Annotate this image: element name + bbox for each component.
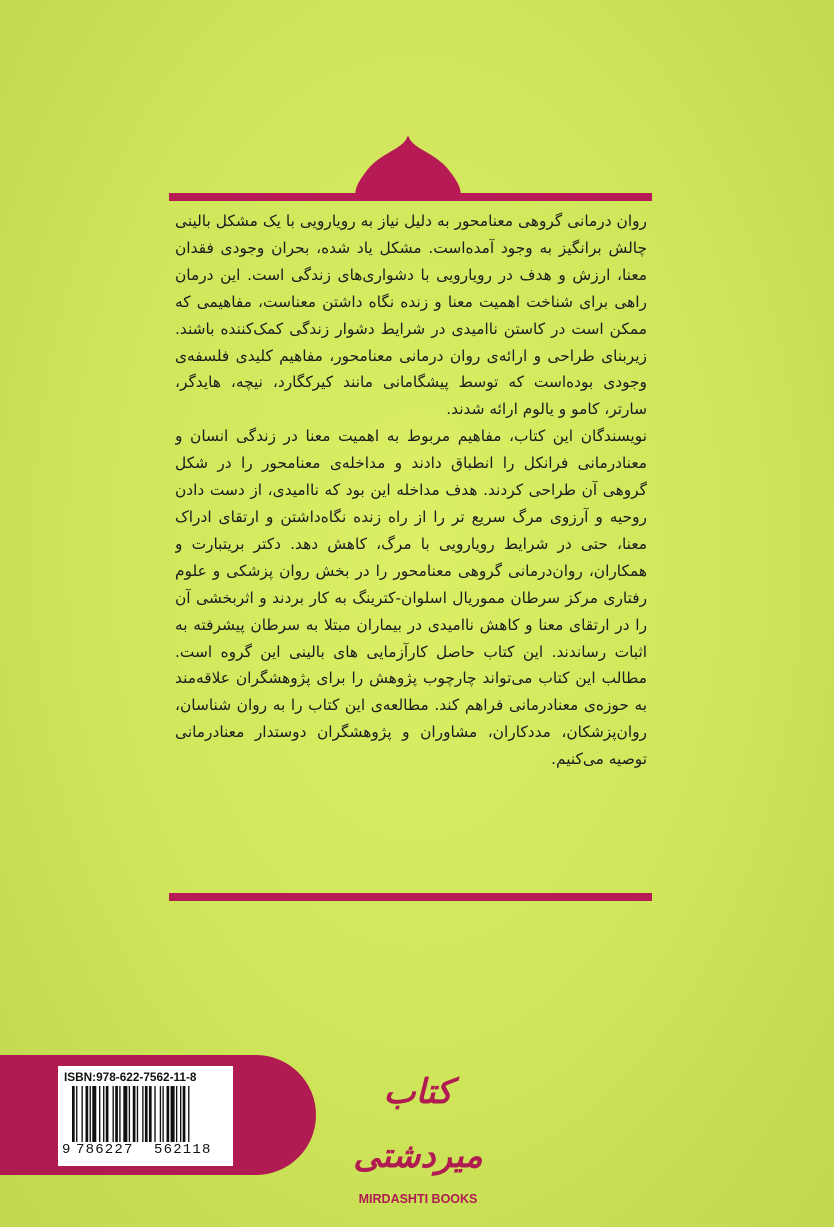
isbn-label: ISBN:978-622-7562-11-8 bbox=[64, 1070, 197, 1084]
barcode-digits-right: 562118 bbox=[154, 1142, 212, 1158]
barcode-bar bbox=[183, 1086, 186, 1142]
barcode-bar bbox=[113, 1086, 114, 1142]
barcode-bar bbox=[180, 1086, 181, 1142]
barcode-bar bbox=[115, 1086, 118, 1142]
barcode-bar bbox=[86, 1086, 89, 1142]
barcode-bar bbox=[162, 1086, 163, 1142]
bottom-divider bbox=[169, 893, 652, 901]
description-paragraph-1: روان درمانی گروهی معنامحور به دلیل نیاز به رویارویی با یک مشکل بالینی چالش برانگیز به وجود آمده‌است. مشکل یاد شده، بحران وجودی فقدان معنا، ارزش و هدف در رویارویی با دشواری‌های زندگی است. این درمان راهی برای شناخت اهمیت معنا و زنده نگاه داشتن معناست، مفاهیمی که ممکن است در کاستن ناامیدی در شرایط دشوار زندگی کمک‌کننده باشند. زیربنای طراحی و ارائه‌ی روان درمانی معنامحور، مفاهیم کلیدی فلسفه‌ی وجودی بوده‌است که توسط پیشگامانی مانند کیرکگارد، نیچه، هایدگر، سارتر، کامو و یالوم ارائه شدند. bbox=[175, 212, 647, 419]
dome-ornament bbox=[355, 133, 461, 197]
barcode-bar bbox=[176, 1086, 177, 1142]
barcode-bar bbox=[171, 1086, 175, 1142]
barcode-bar bbox=[167, 1086, 170, 1142]
publisher-logo-persian: کتاب میردشتی bbox=[353, 1072, 483, 1176]
back-cover-description bbox=[175, 208, 647, 884]
barcode-bar bbox=[123, 1086, 127, 1142]
barcode-bar bbox=[76, 1086, 77, 1142]
barcode-bar bbox=[90, 1086, 91, 1142]
barcode-bar bbox=[188, 1086, 189, 1142]
barcode-digits-left: 786227 bbox=[76, 1142, 134, 1158]
publisher-name: MIRDASHTI BOOKS bbox=[358, 1192, 478, 1206]
top-divider bbox=[169, 193, 652, 201]
barcode-bar bbox=[160, 1086, 161, 1142]
barcode-bar bbox=[103, 1086, 104, 1142]
barcode-bar bbox=[149, 1086, 152, 1142]
barcode-bar bbox=[145, 1086, 148, 1142]
barcode-bar bbox=[99, 1086, 100, 1142]
description-paragraph-2: نویسندگان این کتاب، مفاهیم مربوط به اهمیت معنا در زندگی انسان و معنادرمانی فرانکل را انطباق دادند و مداخله‌ی معنامحور را در شکل گروهی آن طراحی کردند. هدف مداخله این بود که ناامیدی، از دست دادن روحیه و آرزوی مرگ سریع تر را از راه زنده نگاه‌داشتن و ارتقای ادراک معنا، حتی در شرایط رویارویی با مرگ، کاهش دهد. دکتر بریتبارت و همکاران، روان‌درمانی گروهی معنامحور را در بخش روان پزشکی و علوم رفتاری مرکز سرطان مموریال اسلوان-کترینگ به کار بردند و اثربخشی آن را در ارتقای معنا و کاهش ناامیدی در بیماران مبتلا به سرطان پیشرفته به اثبات رساندند. این کتاب حاصل کارآزمایی های بالینی این گروه است. مطالب این کتاب می‌تواند چارچوب پژوهش را برای پژوهشگران علاقه‌مند به حوزه‌ی معنادرمانی فراهم کند. مطالعه‌ی این کتاب را به روان شناسان، روان‌پزشکان، مددکاران، مشاوران و پژوهشگران دوستدار معنادرمانی توصیه می‌کنیم. bbox=[175, 427, 647, 769]
isbn-barcode bbox=[58, 1066, 233, 1166]
barcode-bar bbox=[92, 1086, 96, 1142]
barcode-bar bbox=[119, 1086, 120, 1142]
barcode-bar bbox=[81, 1086, 82, 1142]
barcode-bar bbox=[129, 1086, 130, 1142]
barcode-bars bbox=[72, 1086, 226, 1142]
barcode-digit-lead: 9 bbox=[62, 1142, 71, 1158]
barcode-bar bbox=[142, 1086, 143, 1142]
publisher-logo bbox=[338, 1060, 498, 1206]
barcode-bar bbox=[106, 1086, 109, 1142]
barcode-bar bbox=[133, 1086, 136, 1142]
barcode-bar bbox=[154, 1086, 155, 1142]
barcode-bar bbox=[72, 1086, 75, 1142]
barcode-bar bbox=[137, 1086, 138, 1142]
barcode-digits bbox=[62, 1142, 230, 1162]
